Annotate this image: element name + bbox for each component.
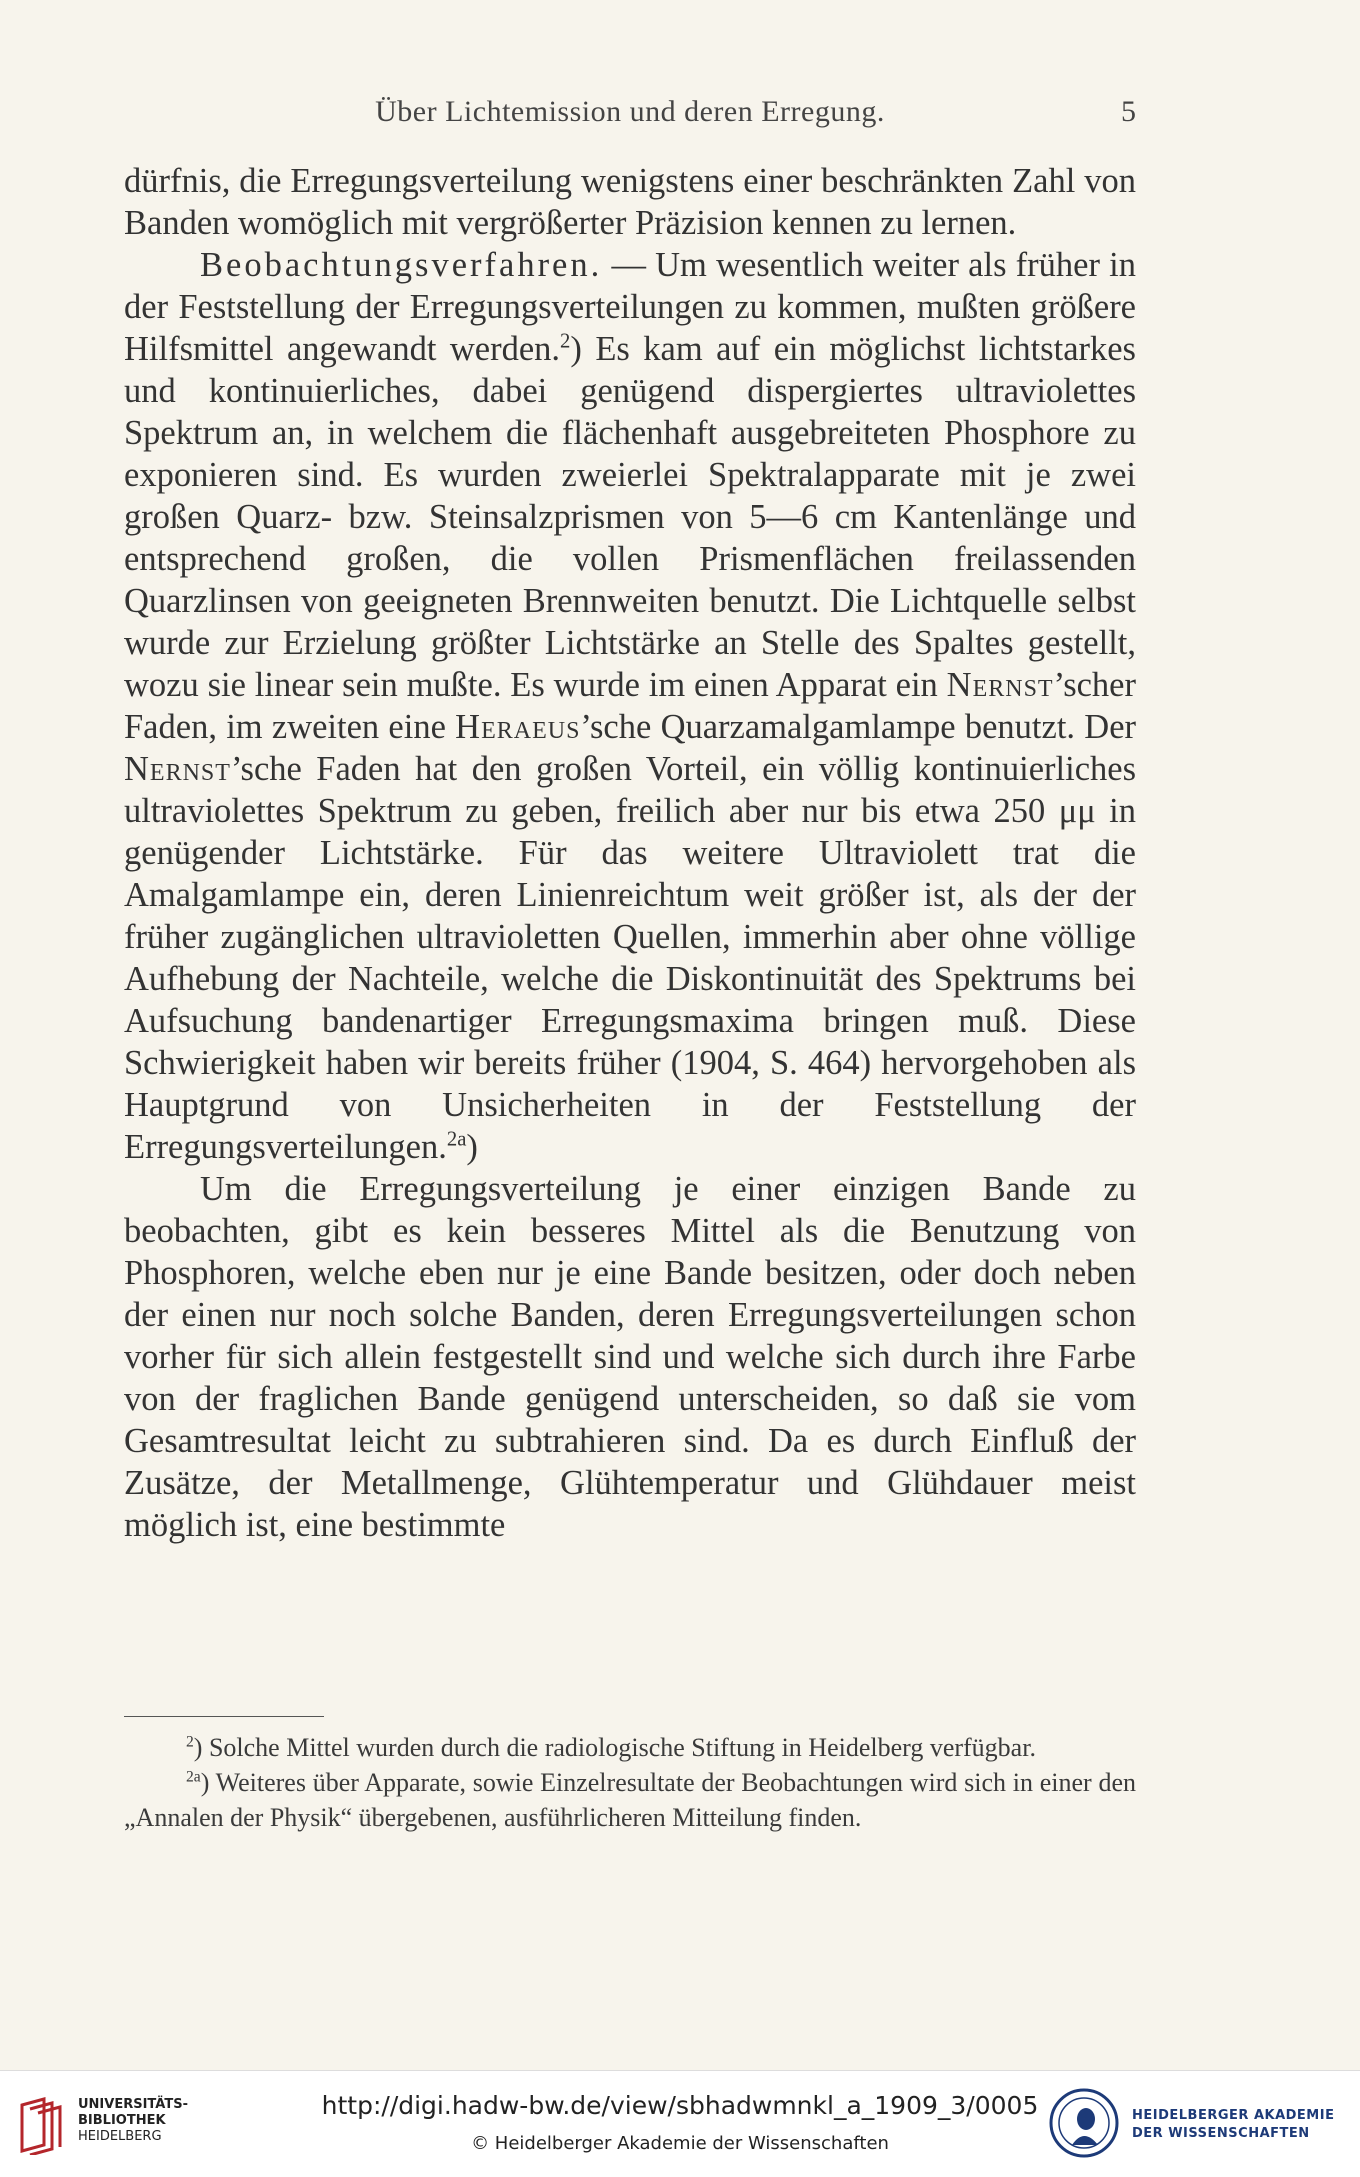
paragraph-1: dürfnis, die Erregungsverteilung wenigstens einer beschränkten Zahl von Banden womöglich mit vergrößerter Präzision kennen zu lernen. [124, 162, 1136, 242]
footnote-text: ) Solche Mittel wurden durch die radiologische Stiftung in Heidelberg verfügbar. [193, 1733, 1036, 1762]
paragraph-2-text: ) [466, 1128, 478, 1166]
paragraph-2-text: ) Es kam auf ein möglichst lichtstarkes und kontinuierliches, dabei genügend dispergiertes ultraviolettes Spektrum an, in welchem die flächenhaft ausgebreiteten Phosphore zu exponieren sind. Es wurden zweierlei Spektralapparate mit je zwei großen Quarz- bzw. Steinsalzprismen von 5—6 cm Kantenlänge und entsprechend großen, die vollen Prismenflächen freilassenden Quarzlinsen von geeigneten Brennweiten benutzt. Die Lichtquelle selbst wurde zur Erzielung größter Lichtstärke an Stelle des Spaltes gestellt, wozu sie linear sein mußte. Es wurde im einen Apparat ein [124, 330, 1136, 704]
body-text [124, 160, 1136, 1546]
library-line-2: BIBLIOTHEK [78, 2113, 166, 2128]
permalink-url[interactable]: http://digi.hadw-bw.de/view/sbhadwmnkl_a_1909_3/0005 [321, 2091, 1039, 2120]
library-line-1: UNIVERSITÄTS- [78, 2097, 188, 2112]
academy-seal-icon [1048, 2087, 1120, 2159]
paragraph-2 [124, 244, 1136, 1168]
academy-name [1132, 2107, 1334, 2143]
footnotes [124, 1730, 1136, 1835]
viewer-footer [0, 2070, 1360, 2177]
paragraph-2-text: ’sche Quarzamalgamlampe benutzt. Der [580, 708, 1137, 746]
person-name: Nernst [946, 666, 1054, 704]
section-heading: Beobachtungsverfahren. [200, 246, 603, 284]
footnote-mark: 2 [186, 1733, 194, 1751]
paragraph-2-text: ’scher Faden, im zweiten eine [124, 666, 1136, 746]
copyright-notice: © Heidelberger Akademie der Wissenschaften [471, 2133, 889, 2154]
running-header [124, 95, 1136, 135]
paragraph-2-text: — Um wesentlich weiter als früher in der Feststellung der Erregungsverteilungen zu kommen, mußten größere Hilfsmittel angewandt werden. [124, 246, 1136, 368]
person-name: Heraeus [455, 708, 581, 746]
footnote-ref-2: 2 [560, 330, 571, 353]
footnote-text: ) Weiteres über Apparate, sowie Einzelresultate der Beobachtungen wird sich in einer den „Annalen der Physik“ übergebenen, ausführlicheren Mitteilung finden. [124, 1768, 1136, 1832]
footnote-2 [124, 1730, 1136, 1765]
person-name: Nernst [124, 750, 231, 788]
academy-line-2: DER WISSENSCHAFTEN [1132, 2126, 1310, 2141]
running-title: Über Lichtemission und deren Erregung. [375, 95, 885, 128]
paragraph-2-text: ’sche Faden hat den großen Vorteil, ein völlig kontinuierliches ultraviolettes Spektrum zu geben, freilich aber nur bis etwa 250 μμ in genügender Lichtstärke. Für das weitere Ultraviolett trat die Amalgamlampe ein, deren Linienreichtum weit größer ist, als der der früher zugänglichen ultravioletten Quellen, immerhin aber ohne völlige Aufhebung der Nachteile, welche die Diskontinuität des Spektrums bei Aufsuchung bandenartiger Erregungsmaxima bringen muß. Diese Schwierigkeit haben wir bereits früher (1904, S. 464) hervorgehoben als Hauptgrund von Unsicherheiten in der Feststellung der Erregungsverteilungen. [124, 750, 1136, 1166]
paragraph-3: Um die Erregungsverteilung je einer einzigen Bande zu beobachten, gibt es kein besseres Mittel als die Benutzung von Phosphoren, welche eben nur je eine Bande besitzen, oder doch neben der einen nur noch solche Banden, deren Erregungsverteilungen schon vorher für sich allein festgestellt sind und welche sich durch ihre Farbe von der fraglichen Bande genügend unterscheiden, so daß sie vom Gesamtresultat leicht zu subtrahieren sind. Da es durch Einfluß der Zusätze, der Metallmenge, Glühtemperatur und Glühdauer meist möglich ist, eine bestimmte [124, 1170, 1136, 1544]
footnote-mark: 2a [186, 1768, 201, 1786]
footnote-rule [124, 1716, 324, 1717]
library-line-3: HEIDELBERG [78, 2129, 162, 2144]
footnote-2a [124, 1765, 1136, 1835]
academy-line-1: HEIDELBERGER AKADEMIE [1132, 2108, 1335, 2123]
footnote-ref-2a: 2a [446, 1128, 467, 1151]
page-number: 5 [1121, 95, 1136, 128]
